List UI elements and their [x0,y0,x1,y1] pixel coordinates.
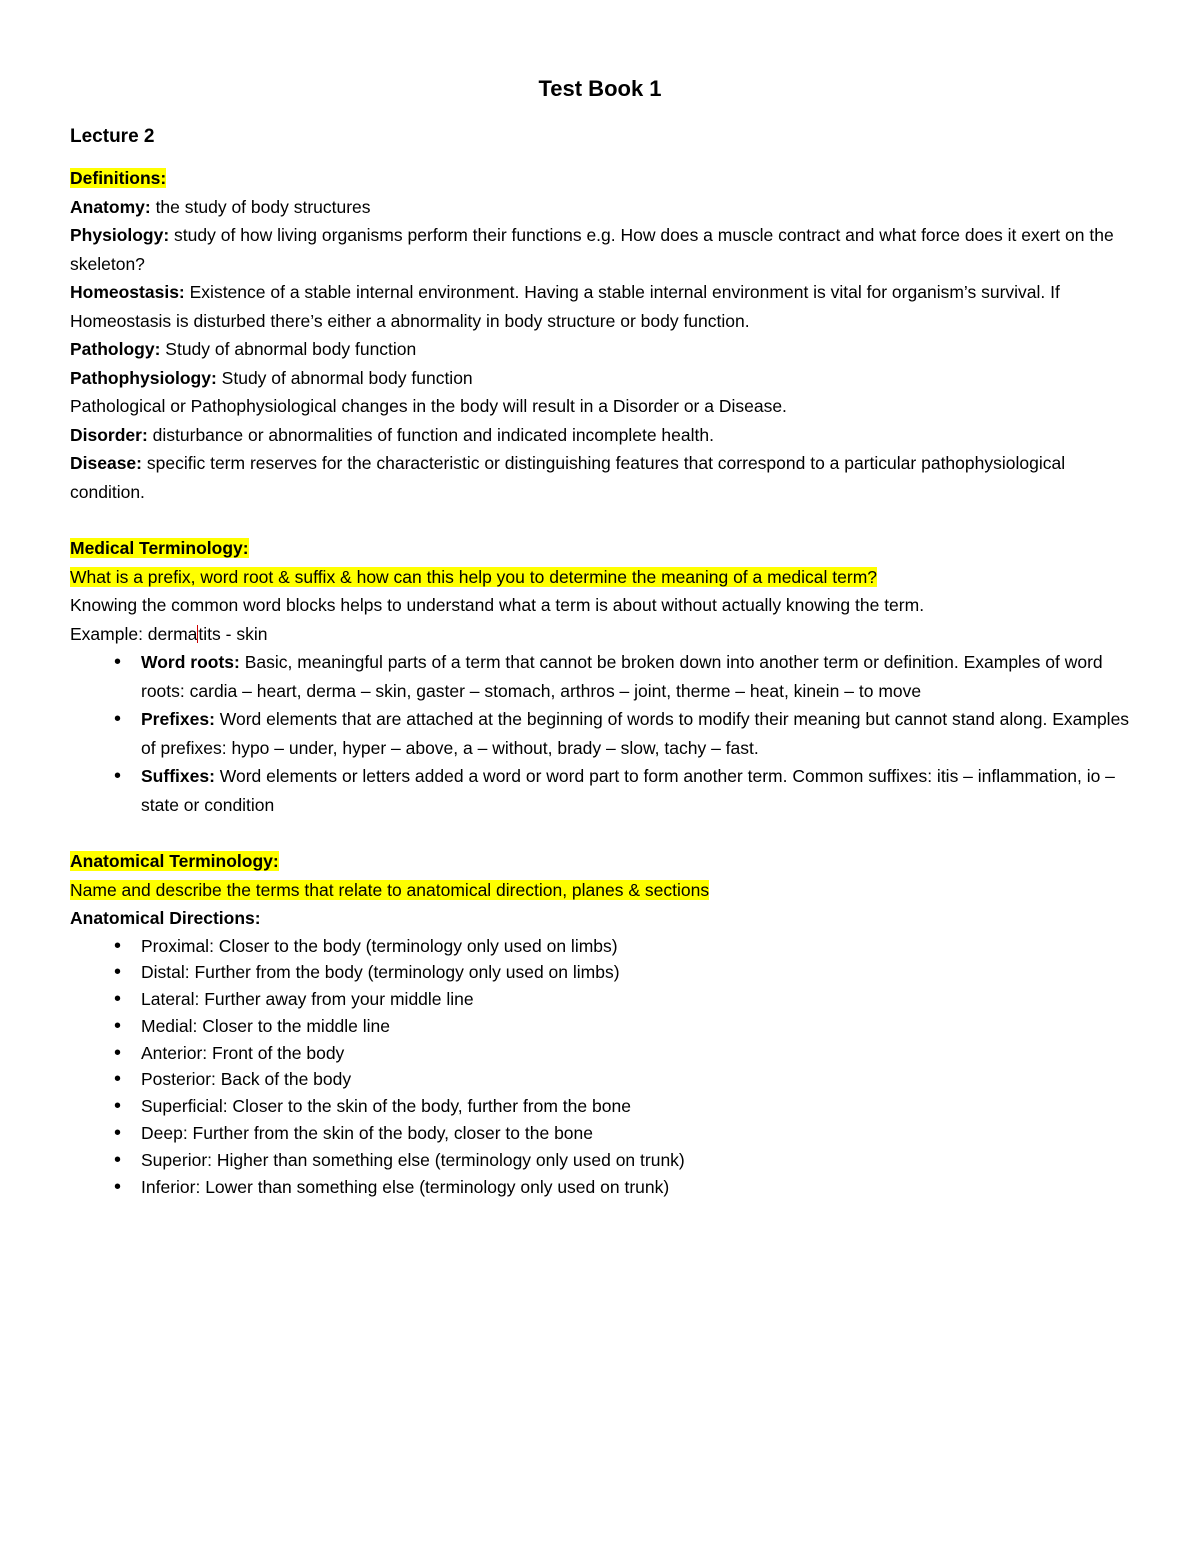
definition-text: disturbance or abnormalities of function and indicated incomplete health. [147,424,714,445]
bullet-suffixes [70,762,1130,819]
bullet-text: Word elements or letters added a word or word part to form another term. Common suffixes: itis – inflammation, io – state or condition [141,766,1115,815]
definition-term: Pathology: [70,339,161,359]
lecture-heading: Lecture 2 [70,126,155,147]
definitions-note: Pathological or Pathophysiological changes in the body will result in a Disorder or a Disease. [70,396,787,416]
definitions-section [70,164,1130,506]
direction-item: • Inferior: Lower than something else (terminology only used on trunk) [70,1174,1130,1201]
anatomical-question: Name and describe the terms that relate to anatomical direction, planes & sections [70,879,710,900]
direction-item: • Lateral: Further away from your middle line [70,986,1130,1013]
definition-term: Disorder: [70,424,148,445]
direction-item: • Anterior: Front of the body [70,1040,1130,1067]
direction-item: • Medial: Closer to the middle line [70,1013,1130,1040]
definition-term: Homeostasis: [70,282,185,302]
bullet-term: Prefixes: [141,709,215,729]
definition-disease [70,449,1130,506]
definition-term: Physiology: [70,225,170,245]
anatomical-terminology-heading: Anatomical Terminology: [70,851,279,871]
definition-text: Existence of a stable internal environment. Having a stable internal environment is vital for organism’s survival. If Homeostasis is disturbed there’s either a abnormality in body structure or body function. [70,282,1060,331]
definition-text: Study of abnormal body function [160,339,417,359]
medical-terminology-section [70,534,1130,819]
anatomical-directions-heading: Anatomical Directions: [70,908,261,928]
definition-text: specific term reserves for the characteristic or distinguishing features that correspond to a particular pathophysiological condition. [70,453,1066,502]
direction-item: • Distal: Further from the body (terminology only used on limbs) [70,959,1130,986]
definition-term: Disease: [70,453,142,473]
medical-example [70,620,1130,649]
example-text-start: Example: derma [70,623,198,644]
direction-item: • Superior: Higher than something else (terminology only used on trunk) [70,1147,1130,1174]
medical-terminology-heading: Medical Terminology: [70,538,249,558]
direction-item: • Posterior: Back of the body [70,1066,1130,1093]
document-title: Test Book 1 [538,76,662,101]
bullet-prefixes [70,705,1130,762]
definition-homeostasis [70,278,1130,335]
example-text-end: tits - skin [198,623,268,644]
definition-disorder [70,421,1130,450]
direction-item: • Superficial: Closer to the skin of the body, further from the bone [70,1093,1130,1120]
definition-text: the study of body structures [150,196,371,217]
definition-text: study of how living organisms perform their functions e.g. How does a muscle contract and what force does it exert on the skeleton? [70,225,1114,274]
definition-pathophysiology [70,364,1130,393]
bullet-text: Word elements that are attached at the beginning of words to modify their meaning but cannot stand along. Examples of prefixes: hypo – under, hyper – above, a – without, brady – slow, tachy – fast. [141,709,1130,758]
definition-term: Pathophysiology: [70,367,217,388]
bullet-term: Word roots: [141,652,240,672]
document-page [70,74,1130,1200]
definitions-heading: Definitions: [70,168,167,188]
bullet-word-roots [70,648,1130,705]
medical-question: What is a prefix, word root & suffix & how can this help you to determine the meaning of a medical term? [70,566,878,587]
medical-bullet-list [70,648,1130,819]
definition-physiology [70,221,1130,278]
definition-anatomy [70,193,1130,222]
direction-item: • Proximal: Closer to the body (terminology only used on limbs) [70,933,1130,960]
bullet-text: Basic, meaningful parts of a term that cannot be broken down into another term or definition. Examples of word roots: cardia – heart, derma – skin, gaster – stomach, arthros – joint, therme – heat, kinein – to move [141,652,1103,701]
medical-intro: Knowing the common word blocks helps to understand what a term is about without actually knowing the term. [70,595,925,615]
definition-pathology [70,335,1130,364]
directions-list [70,933,1130,1201]
anatomical-terminology-section [70,847,1130,1200]
definition-term: Anatomy: [70,196,151,217]
bullet-term: Suffixes: [141,766,215,786]
definition-text: Study of abnormal body function [216,367,473,388]
direction-item: • Deep: Further from the skin of the body, closer to the bone [70,1120,1130,1147]
